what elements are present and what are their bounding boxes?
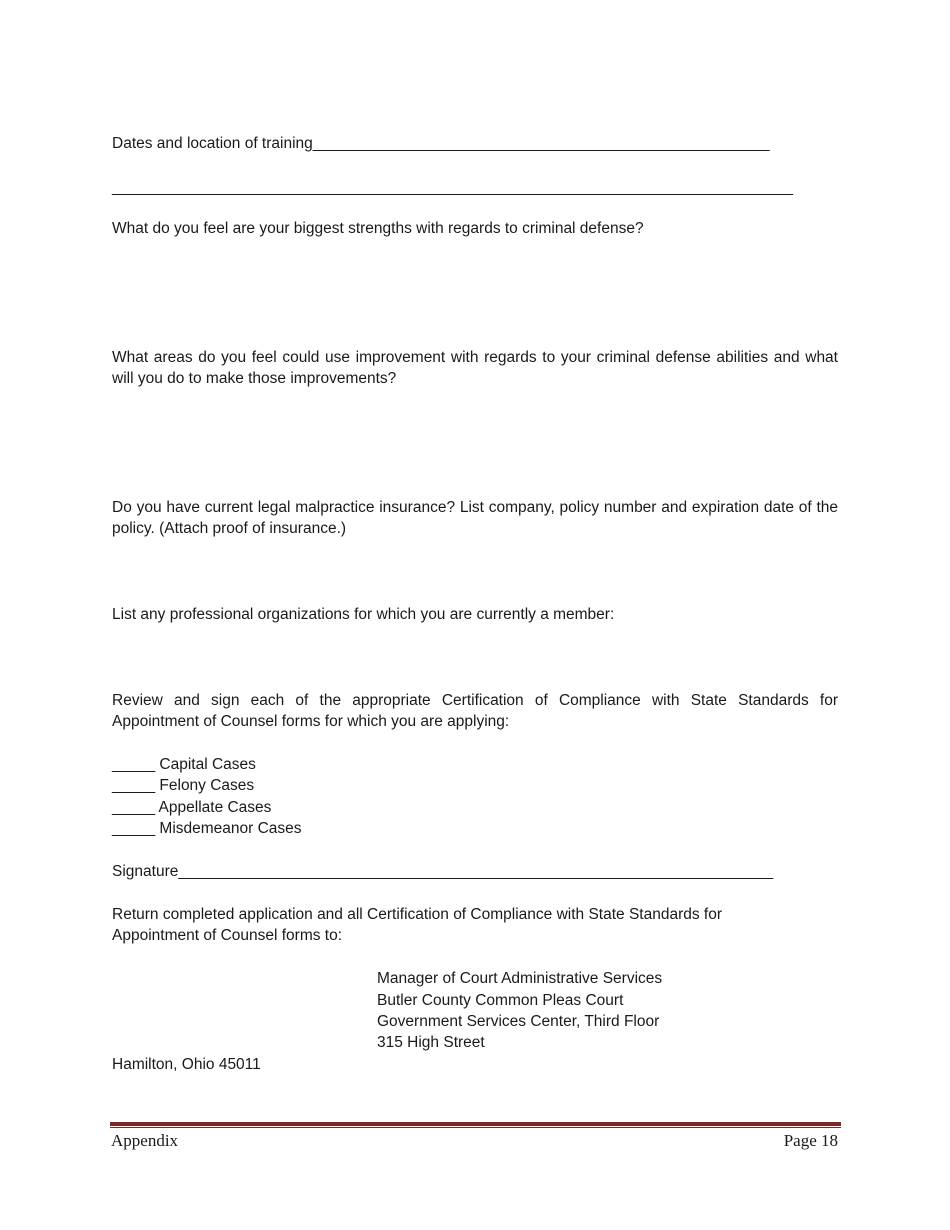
signature-field[interactable]: Signature_____________________________________________________________________: [112, 863, 774, 880]
footer-section-label: Appendix: [111, 1131, 179, 1150]
review-instructions: Review and sign each of the appropriate Certification of Compliance with State Standards for Appointment of Counsel forms for which you are applying:: [112, 692, 838, 730]
page-number: Page 18: [783, 1131, 838, 1150]
footer-rule-thin: [110, 1127, 841, 1128]
organizations-question: List any professional organizations for which you are currently a member:: [112, 606, 615, 623]
case-type-felony[interactable]: _____ Felony Cases: [112, 777, 255, 794]
training-dates-line[interactable]: _______________________________________________________________________________: [112, 179, 794, 196]
address-line: 315 High Street: [377, 1034, 485, 1051]
return-instructions: Return completed application and all Certification of Compliance with State Standards for Appointment of Counsel forms to:: [112, 906, 722, 944]
insurance-question: Do you have current legal malpractice insurance? List company, policy number and expiration date of the policy. (Attach proof of insurance.): [112, 499, 838, 537]
training-dates-field[interactable]: Dates and location of training_____________________________________________________: [112, 135, 770, 152]
address-line: Manager of Court Administrative Services: [377, 970, 663, 987]
city-state-zip: Hamilton, Ohio 45011: [112, 1056, 261, 1073]
address-line: Butler County Common Pleas Court: [377, 992, 624, 1009]
strengths-question: What do you feel are your biggest strengths with regards to criminal defense?: [112, 220, 644, 237]
case-type-capital[interactable]: _____ Capital Cases: [112, 756, 256, 773]
footer-rule-thick: [110, 1122, 841, 1126]
improvement-question: What areas do you feel could use improvement with regards to your criminal defense abilities and what will you do to make those improvements?: [112, 349, 838, 387]
address-line: Government Services Center, Third Floor: [377, 1013, 660, 1030]
case-type-appellate[interactable]: _____ Appellate Cases: [112, 799, 272, 816]
case-type-misdemeanor[interactable]: _____ Misdemeanor Cases: [112, 820, 302, 837]
